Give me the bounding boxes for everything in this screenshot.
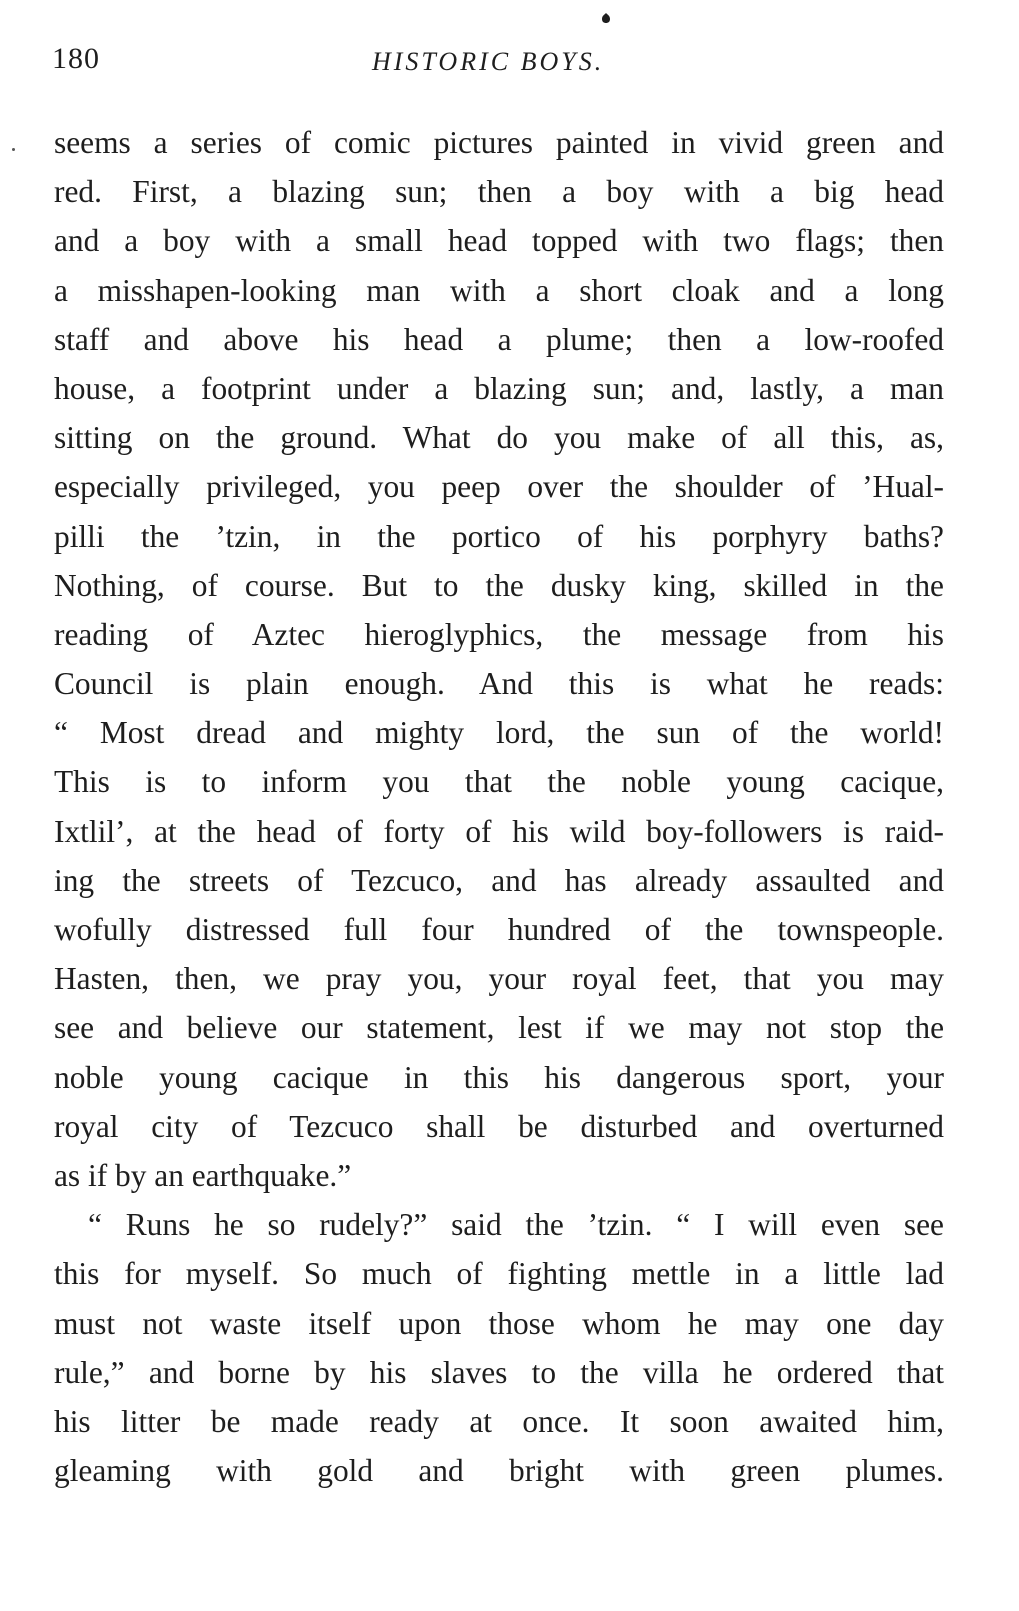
body-text [54, 118, 944, 1495]
text-line: and a boy with a small head topped with two flags; then [54, 223, 944, 259]
text-line: Council is plain enough. And this is what he reads: [54, 666, 944, 702]
text-line: Ixtlil’, at the head of forty of his wild boy-followers is raid- [54, 813, 944, 849]
margin-speck [12, 148, 15, 151]
paragraph [54, 1200, 944, 1495]
paragraph [54, 118, 944, 1200]
text-line: staff and above his head a plume; then a low-roofed [54, 321, 944, 357]
text-line: house, a footprint under a blazing sun; and, lastly, a man [54, 370, 944, 406]
text-line: a misshapen-looking man with a short cloak and a long [54, 272, 944, 308]
text-line: see and believe our statement, lest if we may not stop the [54, 1010, 944, 1046]
text-line: noble young cacique in this his dangerous sport, your [54, 1059, 944, 1095]
text-line: must not waste itself upon those whom he may one day [54, 1305, 944, 1341]
text-line: rule,” and borne by his slaves to the villa he ordered that [54, 1354, 944, 1390]
text-line: as if by an earthquake.” [54, 1157, 352, 1193]
text-line: pilli the ’tzin, in the portico of his porphyry baths? [54, 518, 944, 554]
text-line: sitting on the ground. What do you make of all this, as, [54, 420, 944, 456]
running-title: HISTORIC BOYS. [372, 47, 605, 76]
text-line: ing the streets of Tezcuco, and has already assaulted and [54, 862, 944, 898]
text-line: red. First, a blazing sun; then a boy with a big head [54, 174, 944, 210]
text-line: this for myself. So much of fighting mettle in a little lad [54, 1256, 944, 1292]
text-line: This is to inform you that the noble young cacique, [54, 764, 944, 800]
text-line: his litter be made ready at once. It soon awaited him, [54, 1403, 944, 1439]
text-line: “ Most dread and mighty lord, the sun of the world! [54, 715, 944, 751]
page-number: 180 [52, 42, 100, 75]
text-line: “ Runs he so rudely?” said the ’tzin. “ I will even see [88, 1207, 944, 1243]
text-line: reading of Aztec hieroglyphics, the message from his [54, 616, 944, 652]
text-line: wofully distressed full four hundred of the townspeople. [54, 912, 944, 947]
text-line: royal city of Tezcuco shall be disturbed and overturned [54, 1108, 944, 1144]
text-line: seems a series of comic pictures painted in vivid green and [54, 125, 944, 160]
text-line: especially privileged, you peep over the shoulder of ’Hual- [54, 469, 944, 505]
text-line: Nothing, of course. But to the dusky king, skilled in the [54, 567, 944, 603]
text-line: Hasten, then, we pray you, your royal feet, that you may [54, 961, 944, 997]
printer-ornament-icon [600, 12, 612, 24]
text-line: gleaming with gold and bright with green plumes. [54, 1453, 944, 1489]
